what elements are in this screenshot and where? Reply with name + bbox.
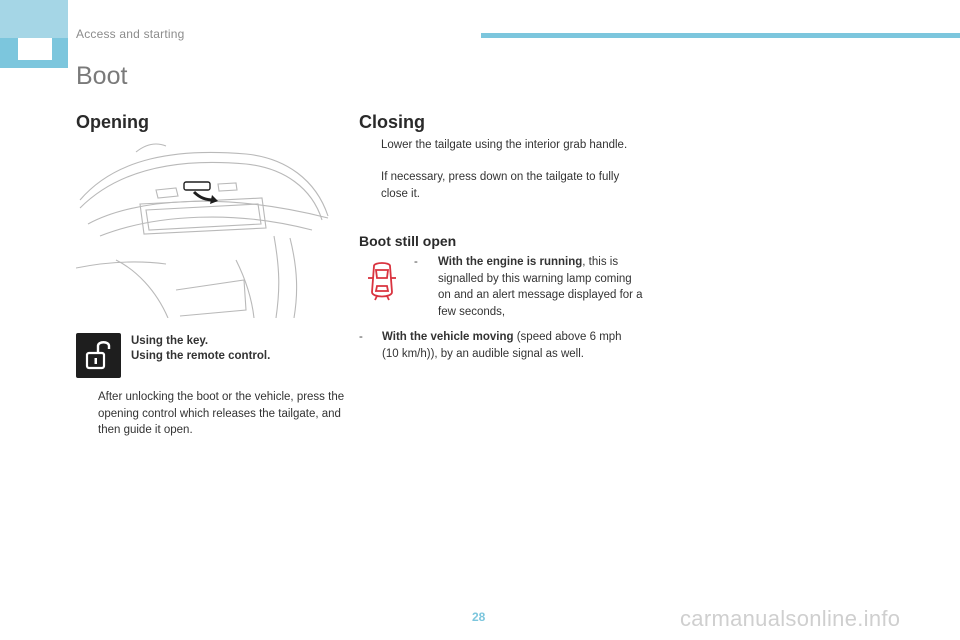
chapter-tab-notch xyxy=(18,38,52,60)
closing-bullet-2-text: If necessary, press down on the tailgate to fully close it. xyxy=(381,171,620,200)
key-line-1: Using the key. xyxy=(131,335,209,347)
page-title: Boot xyxy=(76,62,128,90)
chapter-title: Access and starting xyxy=(76,27,185,41)
chapter-tab-top xyxy=(0,0,68,38)
key-line-2: Using the remote control. xyxy=(131,350,271,362)
unlock-key-box xyxy=(76,333,121,378)
page-number: 28 xyxy=(472,610,486,624)
boot-open-heading: Boot still open xyxy=(359,233,457,249)
engine-running-text: , this is signalled by this warning lamp coming on and an alert message displayed for a few seconds, xyxy=(438,256,643,318)
opening-bullet-text: After unlocking the boot or the vehicle, press the opening control which releases the tailgate, and then guide it open. xyxy=(98,391,345,436)
boot-open-dash-2 xyxy=(359,329,640,362)
closing-bullet-1-text: Lower the tailgate using the interior grab handle. xyxy=(381,139,628,151)
vehicle-moving-label: With the vehicle moving xyxy=(382,331,514,343)
dash-marker: - xyxy=(359,331,363,343)
boot-open-dash-1 xyxy=(414,254,644,320)
opening-heading: Opening xyxy=(76,112,149,132)
closing-bullet-1 xyxy=(359,137,641,154)
unlock-padlock-icon xyxy=(76,333,121,378)
engine-running-label: With the engine is running xyxy=(438,256,583,268)
tailgate-illustration xyxy=(76,140,332,318)
watermark: carmanualsonline.info xyxy=(680,606,901,631)
opening-bullet xyxy=(76,389,350,439)
header-bar xyxy=(481,33,960,38)
boot-open-warning-lamp-icon xyxy=(360,258,404,302)
vehicle-moving-text: (speed above 6 mph (10 km/h)), by an audible signal as well. xyxy=(382,331,622,360)
closing-bullet-2 xyxy=(359,169,641,202)
closing-heading: Closing xyxy=(359,112,425,132)
chapter-tab xyxy=(0,0,68,68)
dash-marker: - xyxy=(414,256,418,268)
